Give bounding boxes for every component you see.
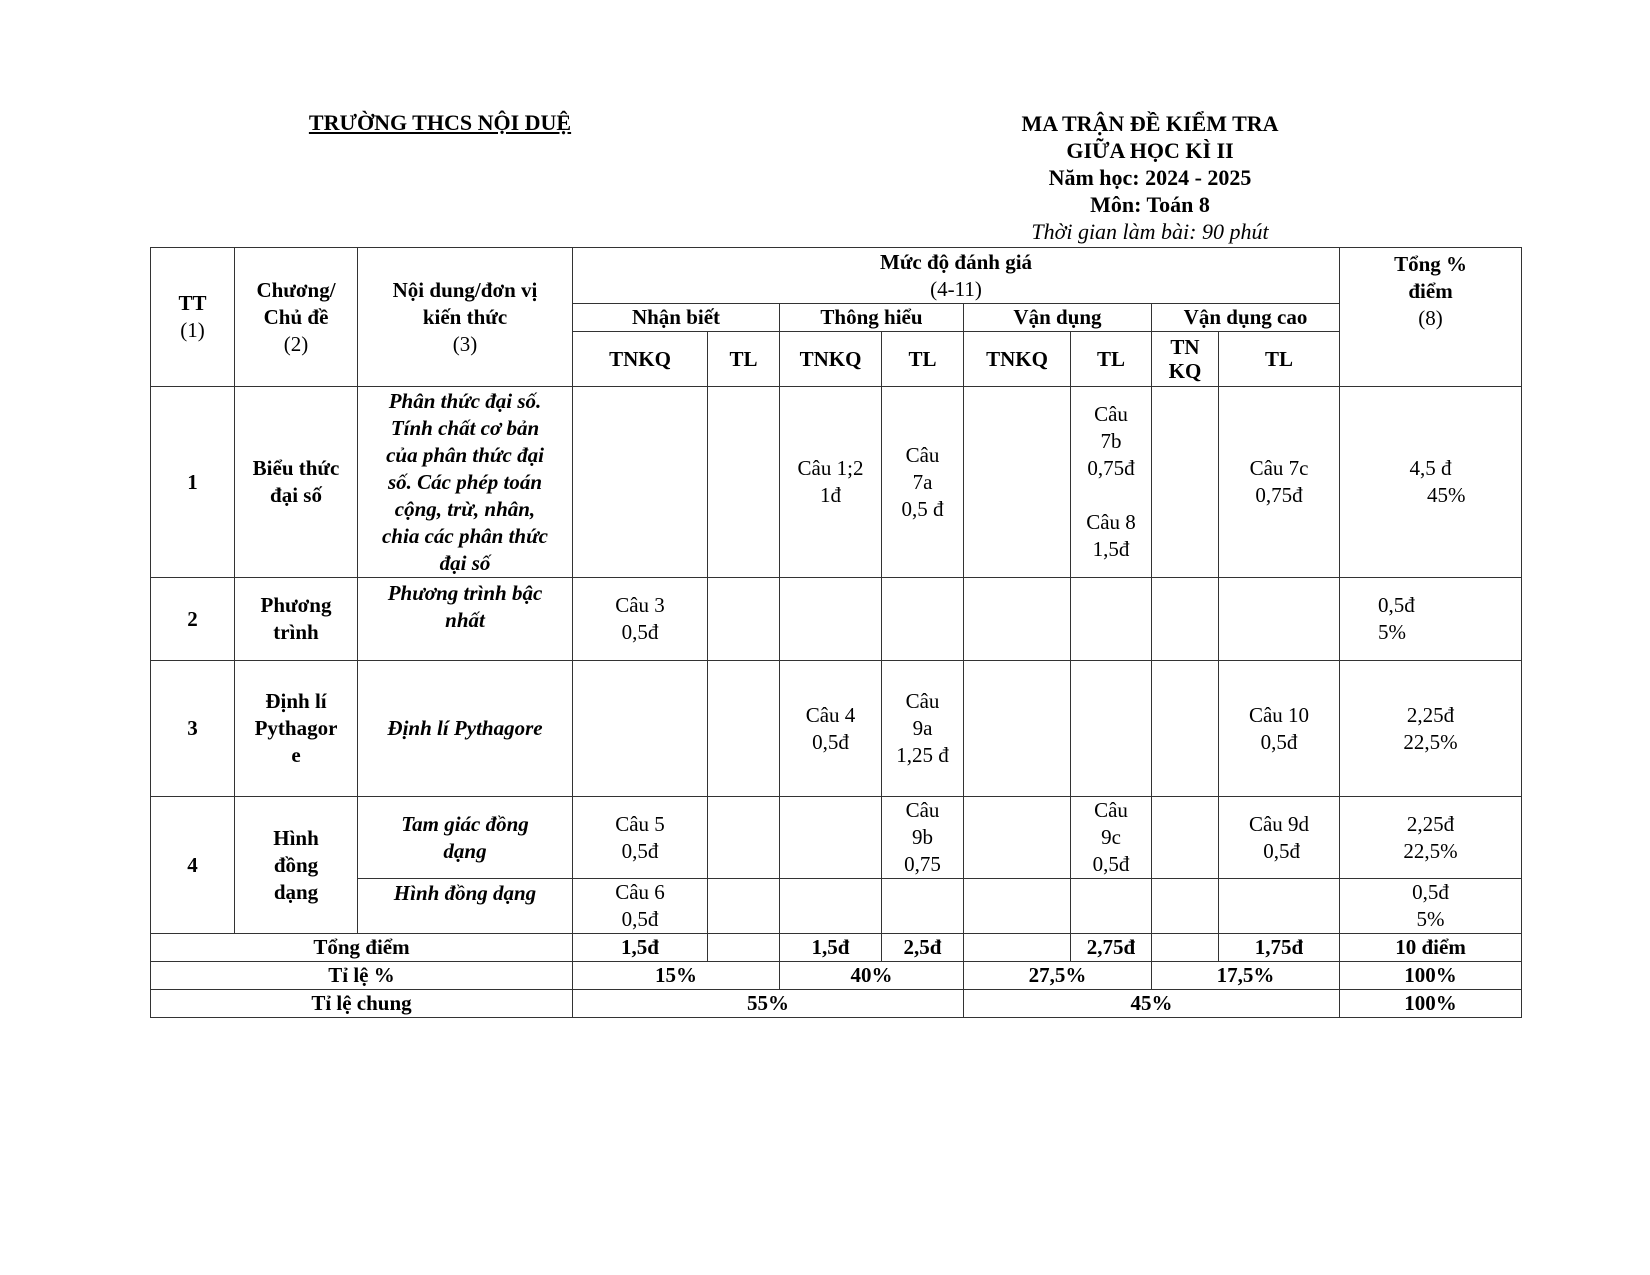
cell	[1071, 578, 1152, 661]
table-row	[151, 578, 1522, 661]
ratio-label: Tỉ lệ %	[151, 962, 573, 990]
row-tt: 2	[151, 578, 235, 661]
cell: Câu 7c 0,75đ	[1219, 387, 1340, 578]
cell	[780, 578, 882, 661]
row-tong: 4,5 đ 45%	[1340, 387, 1522, 578]
ratio-cell: 17,5%	[1152, 962, 1340, 990]
cell: Câu 7b 0,75đ Câu 8 1,5đ	[1071, 387, 1152, 578]
table-row	[151, 797, 1522, 879]
cell	[780, 879, 882, 934]
cell: Câu 6 0,5đ	[573, 879, 708, 934]
sub-header: TL	[1071, 332, 1152, 387]
row-chuong: Định lí Pythagor e	[235, 661, 358, 797]
ratio-cell: 40%	[780, 962, 964, 990]
level-van-dung: Vận dụng	[964, 304, 1152, 332]
level-van-dung-cao: Vận dụng cao	[1152, 304, 1340, 332]
cell	[964, 578, 1071, 661]
cell: Câu 9b 0,75	[882, 797, 964, 879]
cell	[708, 387, 780, 578]
total-sum: 10 điểm	[1340, 934, 1522, 962]
cell	[573, 661, 708, 797]
common-cell: 55%	[573, 990, 964, 1018]
cell	[573, 387, 708, 578]
total-cell: 2,5đ	[882, 934, 964, 962]
row-tt: 4	[151, 797, 235, 934]
cell	[964, 387, 1071, 578]
level-nhan-biet: Nhận biết	[573, 304, 780, 332]
header-mucdo: Mức độ đánh giá (4-11)	[573, 248, 1340, 304]
row-tong: 2,25đ 22,5%	[1340, 661, 1522, 797]
ratio-cell: 15%	[573, 962, 780, 990]
cell: Câu 5 0,5đ	[573, 797, 708, 879]
total-cell: 1,5đ	[573, 934, 708, 962]
exam-header	[900, 110, 1400, 245]
school-year: Năm học: 2024 - 2025	[1048, 165, 1252, 190]
common-row	[151, 990, 1522, 1018]
header-noidung: Nội dung/đơn vị kiến thức (3)	[358, 248, 573, 387]
common-sum: 100%	[1340, 990, 1522, 1018]
cell: Câu 10 0,5đ	[1219, 661, 1340, 797]
cell	[964, 797, 1071, 879]
total-cell: 1,75đ	[1219, 934, 1340, 962]
header-tt: TT (1)	[151, 248, 235, 387]
common-label: Tỉ lệ chung	[151, 990, 573, 1018]
cell: Câu 7a 0,5 đ	[882, 387, 964, 578]
cell	[882, 879, 964, 934]
cell	[964, 661, 1071, 797]
exam-matrix-table	[150, 247, 1522, 1018]
row-noidung: Tam giác đồng dạng	[358, 797, 573, 879]
cell	[1219, 578, 1340, 661]
cell	[708, 879, 780, 934]
row-noidung: Phương trình bậc nhất	[358, 578, 573, 661]
sub-header: TN KQ	[1152, 332, 1219, 387]
cell	[1152, 797, 1219, 879]
row-tong: 2,25đ 22,5%	[1340, 797, 1522, 879]
table-row	[151, 661, 1522, 797]
total-cell	[1152, 934, 1219, 962]
header-chuong: Chương/ Chủ đề (2)	[235, 248, 358, 387]
ratio-sum: 100%	[1340, 962, 1522, 990]
cell	[780, 797, 882, 879]
cell	[708, 797, 780, 879]
total-cell: 2,75đ	[1071, 934, 1152, 962]
table-row	[151, 387, 1522, 578]
row-chuong: Biểu thức đại số	[235, 387, 358, 578]
common-cell: 45%	[964, 990, 1340, 1018]
row-noidung: Định lí Pythagore	[358, 661, 573, 797]
level-thong-hieu: Thông hiểu	[780, 304, 964, 332]
cell	[1152, 661, 1219, 797]
cell: Câu 9c 0,5đ	[1071, 797, 1152, 879]
sub-header: TL	[882, 332, 964, 387]
cell	[708, 578, 780, 661]
row-tt: 3	[151, 661, 235, 797]
header-tong: Tổng % điểm (8)	[1340, 248, 1522, 387]
ratio-cell: 27,5%	[964, 962, 1152, 990]
cell: Câu 1;2 1đ	[780, 387, 882, 578]
row-chuong: Phương trình	[235, 578, 358, 661]
row-noidung: Phân thức đại số. Tính chất cơ bản của phân thức đại số. Các phép toán cộng, trừ, nhân, chia các phân thức đại số	[358, 387, 573, 578]
row-tong: 0,5đ 5%	[1340, 879, 1522, 934]
sub-header: TNKQ	[780, 332, 882, 387]
exam-term: GIỮA HỌC KÌ II	[1066, 138, 1234, 163]
school-name: TRƯỜNG THCS NỘI DUỆ	[308, 110, 572, 135]
cell	[1071, 661, 1152, 797]
cell: Câu 4 0,5đ	[780, 661, 882, 797]
cell	[1219, 879, 1340, 934]
cell	[1071, 879, 1152, 934]
sub-header: TNKQ	[573, 332, 708, 387]
total-label: Tổng điểm	[151, 934, 573, 962]
exam-duration: Thời gian làm bài: 90 phút	[1031, 219, 1269, 244]
total-cell	[708, 934, 780, 962]
row-chuong: Hình đồng dạng	[235, 797, 358, 934]
total-cell	[964, 934, 1071, 962]
cell	[964, 879, 1071, 934]
ratio-row	[151, 962, 1522, 990]
cell: Câu 9d 0,5đ	[1219, 797, 1340, 879]
subject: Môn: Toán 8	[1090, 192, 1210, 217]
total-row	[151, 934, 1522, 962]
row-tt: 1	[151, 387, 235, 578]
cell	[1152, 387, 1219, 578]
sub-header: TL	[1219, 332, 1340, 387]
cell	[1152, 578, 1219, 661]
cell: Câu 3 0,5đ	[573, 578, 708, 661]
total-cell: 1,5đ	[780, 934, 882, 962]
cell: Câu 9a 1,25 đ	[882, 661, 964, 797]
row-tong: 0,5đ 5%	[1340, 578, 1522, 661]
cell	[882, 578, 964, 661]
exam-title: MA TRẬN ĐỀ KIỂM TRA	[1021, 111, 1279, 136]
cell	[708, 661, 780, 797]
row-noidung: Hình đồng dạng	[358, 879, 573, 934]
cell	[1152, 879, 1219, 934]
sub-header: TL	[708, 332, 780, 387]
sub-header: TNKQ	[964, 332, 1071, 387]
